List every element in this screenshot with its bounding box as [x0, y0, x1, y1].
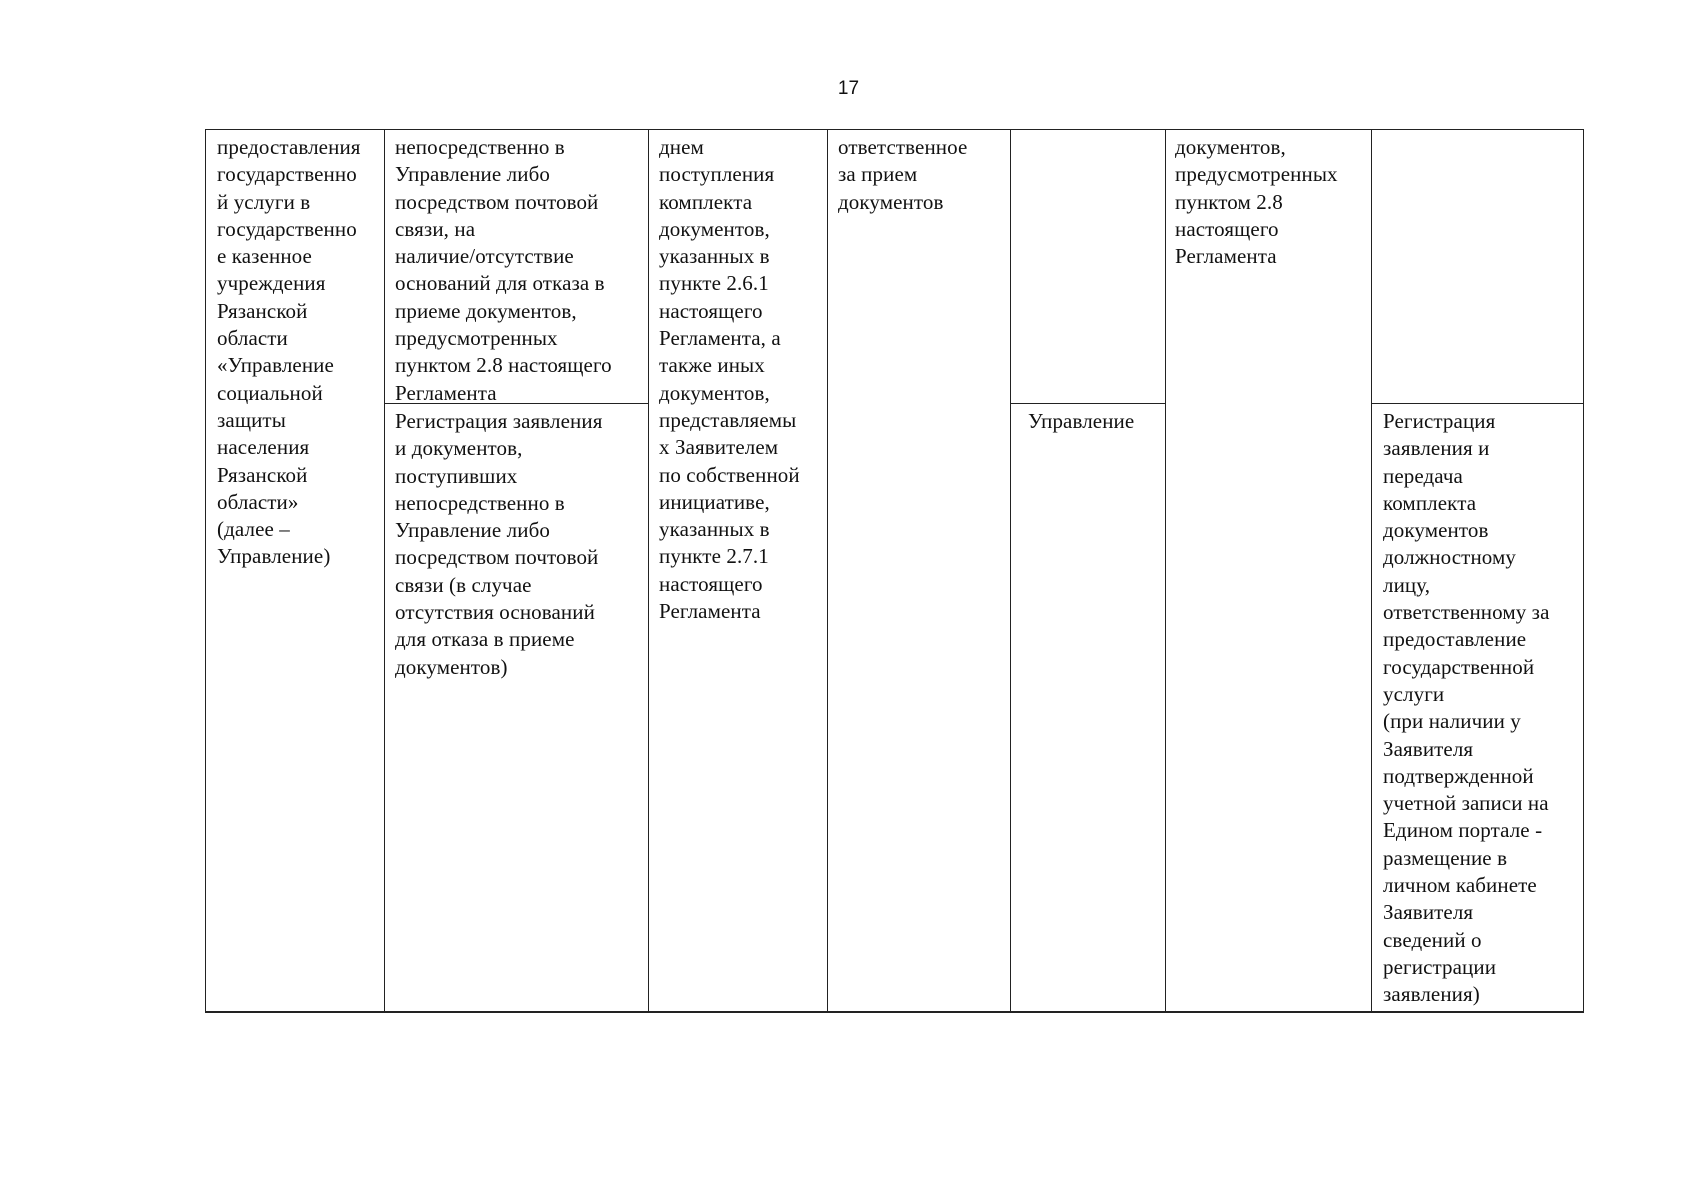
row-divider-col5 [1010, 403, 1165, 404]
cell-col6-text: документов, предусмотренных пунктом 2.8 настоящего Регламента [1175, 135, 1338, 269]
cell-col2-row1-text: непосредственно в Управление либо посредством почтовой связи, на наличие/отсутствие оснований для отказа в приеме документов, предусмотренных пунктом 2.8 настоящего Регламента [395, 135, 612, 405]
table-left-border [205, 129, 206, 1013]
cell-col1-text: предоставления государственно й услуги в государственно е казенное учреждения Рязанской области «Управление социальной защиты населения Рязанской области» (далее – Управление) [217, 135, 361, 569]
cell-col5-row2-text: Управление [1028, 409, 1135, 433]
row-divider-col7 [1371, 403, 1583, 404]
table-right-border [1583, 129, 1584, 1013]
col-divider-5 [1165, 129, 1166, 1013]
col-divider-4 [1010, 129, 1011, 1013]
page-number: 17 [837, 78, 860, 99]
table-top-border [205, 129, 1583, 130]
cell-col3-text: днем поступления комплекта документов, указанных в пункте 2.6.1 настоящего Регламента, а также иных документов, представляемы х Заявителем по собственной инициативе, указанных в пункте 2.7.1 настоящего Регламента [659, 135, 800, 624]
cell-col7-row2-text: Регистрация заявления и передача комплекта документов должностному лицу, ответственному за предоставление государственной услуги (при наличии у Заявителя подтвержденной учетной записи на Едином портале - размещение в личном кабинете Заявителя сведений о регистрации заявления) [1383, 409, 1550, 1007]
col-divider-1 [384, 129, 385, 1013]
col-divider-2 [648, 129, 649, 1013]
col-divider-6 [1371, 129, 1372, 1013]
col-divider-3 [827, 129, 828, 1013]
table-bottom-border [205, 1011, 1584, 1013]
cell-col2-row2-text: Регистрация заявления и документов, поступивших непосредственно в Управление либо посредством почтовой связи (в случае отсутствия оснований для отказа в приеме документов) [395, 409, 603, 679]
cell-col4-text: ответственное за прием документов [838, 135, 968, 214]
